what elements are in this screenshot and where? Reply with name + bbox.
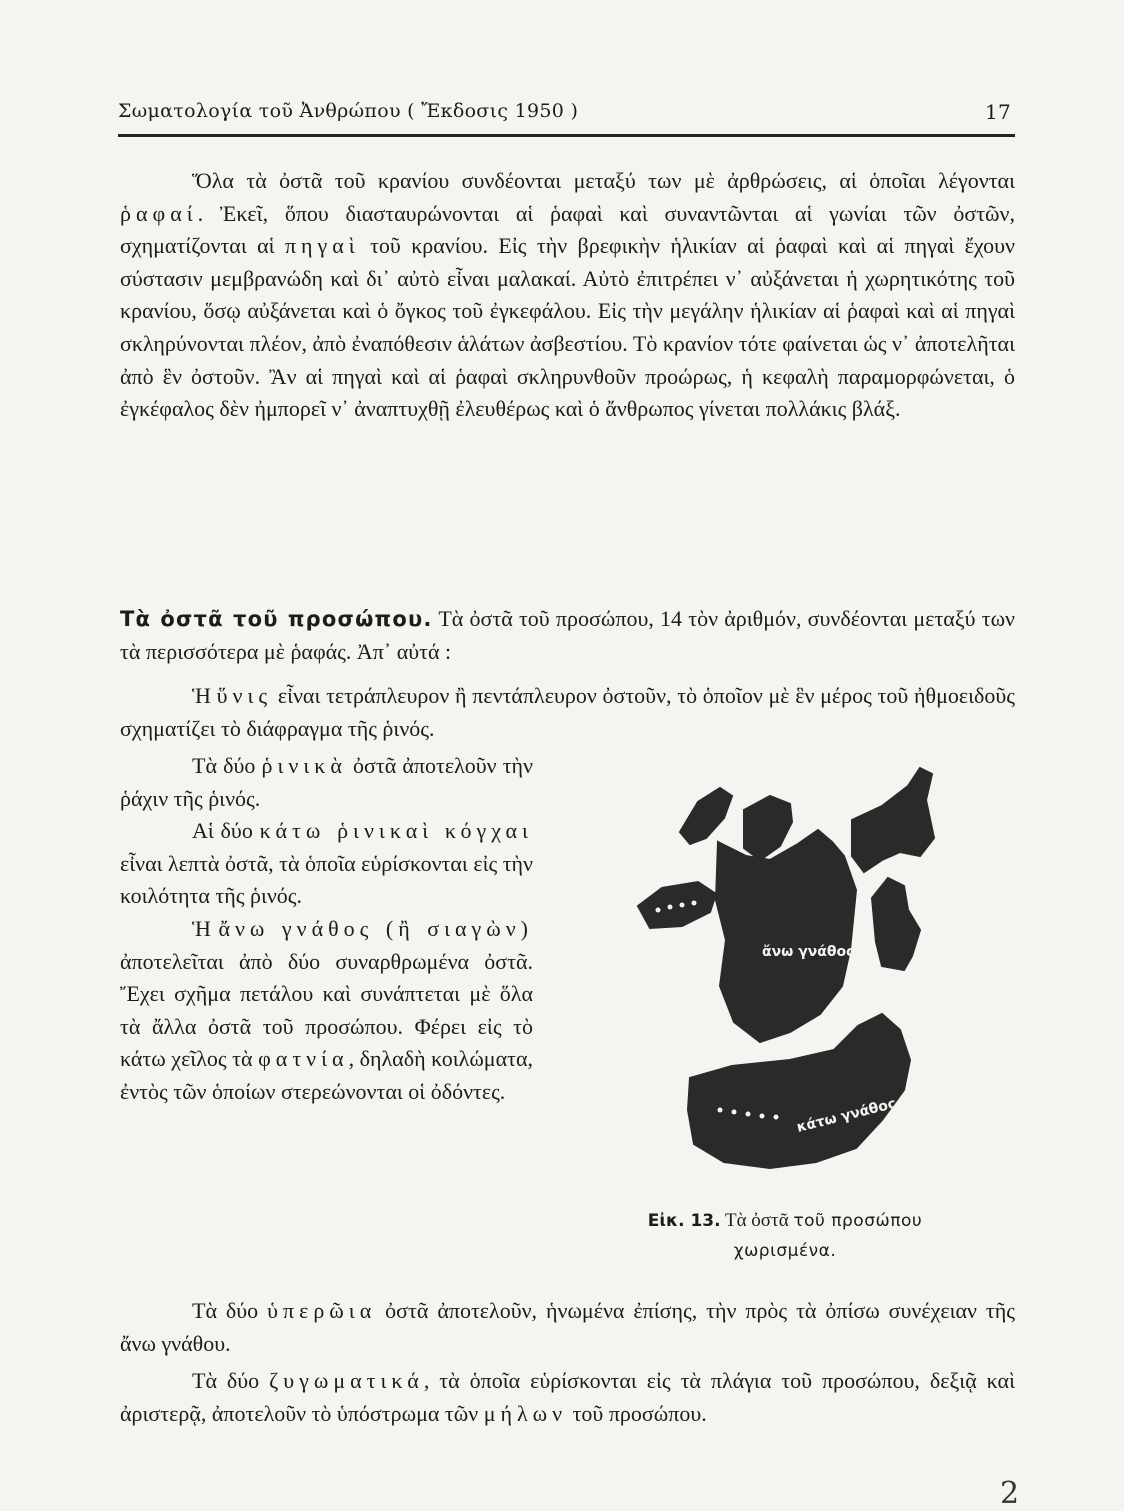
text-run: τοῦ κρανίου. Εἰς τὴν βρεφικὴν ἡλικίαν αἱ ῥαφαὶ καὶ αἱ πηγαὶ ἔχουν σύστασιν μεμβρανώδη καὶ δι᾿ αὐτὸ εἶναι μαλακαί. Αὐτὸ ἐπιτρέπει ν᾿ αὐξάνεται ἡ χωρητικότης τοῦ κρανίου, ὅσῳ αὐξάνεται καὶ ὁ ὄγκος τοῦ ἐγκεφάλου. Εἰς τὴν μεγάλην ἡλικίαν αἱ ῥαφαὶ καὶ αἱ πηγαὶ σκληρύνονται πλέον, ἀπὸ ἐναπόθεσιν ἁλάτων ἀσβεστίου. Τὸ κρανίον τότε φαίνεται ὡς ν᾿ ἀποτελῆται ἀπὸ ἓν ὀστοῦν. Ἂν αἱ πηγαὶ καὶ αἱ ῥαφαὶ σκληρυνθοῦν προώρως, ἡ κεφαλὴ παραμορφώνεται, ὁ ἐγκέφαλος δὲν ἠμπορεῖ ν᾿ ἀναπτυχθῇ ἐλευθέρως καὶ ὁ ἄνθρωπος γίνεται πολλάκις βλάξ. [120,233,1016,422]
figure-caption [560,1206,1010,1266]
text-run: ὀστᾶ ἀποτελοῦν, ἡνωμένα ἐπίσης, τὴν πρὸς τὰ ὀπίσω συνέχειαν τῆς ἄνω γνάθου. [120,1298,1015,1356]
text-run: εἶναι λεπτὰ ὀστᾶ, τὰ ὁποῖα εὑρίσκονται εἰς τὴν κοιλότητα τῆς ῥινός. [120,850,533,909]
paragraph-maxilla [120,913,533,1109]
text-run: Αἱ δύο [192,818,260,844]
text-run: , τὰ ὁποῖα εὑρίσκονται εἰς τὰ πλάγια τοῦ προσώπου, δεξιᾷ καὶ ἀριστερᾷ, ἀποτελοῦν τὸ ὑπόστρωμα τῶν [120,1368,1015,1426]
paragraph-conchae [120,815,533,913]
nasal-bone-shape [680,788,732,844]
spaced-term: ὑπερῶια [267,1298,377,1323]
spaced-term: φατνία [258,1046,349,1072]
spaced-term: ἄνω γνάθος (ἢ σιαγὼν) [218,915,534,941]
section-heading: Τὰ ὀστᾶ τοῦ προσώπου. [120,607,433,631]
paragraph-sutures [120,165,1015,426]
maxilla-label: ἄνω γνάθος [762,944,855,960]
spaced-term: ῥινικὰ [261,753,347,778]
face-bones-figure [620,760,980,1190]
concha-bone-shape [638,882,716,928]
text-run: Τὰ δύο [192,1298,268,1323]
zygomatic-bone-shape [852,768,934,872]
maxilla-bone-shape [716,830,856,1042]
mandible-bone-shape [688,1014,910,1168]
text-run: Τὰ ὀστᾶ τοῦ προσώπου, 14 τὸν ἀριθμόν, συνδέονται μεταξύ των τὰ περισσότερα μὲ ῥαφάς. Ἀπ᾿ αὐτά : [120,606,1015,664]
text-run: Τὰ δύο [192,753,262,778]
palatine-bone-shape [872,878,920,970]
text-run: . Ἐκεῖ, ὅπου διασταυρώνονται αἱ ῥαφαὶ καὶ συναντῶνται αἱ γωνίαι τῶν ὀστῶν, σχηματίζονται αἱ [120,200,1015,259]
caption-text: τοῦ προσώπου [793,1211,923,1231]
header-rule [118,134,1015,137]
text-run: , δηλαδὴ κοιλώματα, ἐντὸς τῶν ὁποίων στερεώνονται οἱ ὀδόντες. [120,1046,533,1104]
text-run: Ὅλα τὰ ὀστᾶ τοῦ κρανίου συνδέονται μεταξύ των μὲ ἀρθρώσεις, αἱ ὁποῖαι λέγονται [192,168,1015,193]
text-run: Ἡ [192,915,219,941]
spaced-term: ζυγωματικά [269,1368,424,1393]
paragraph-vomer [120,680,1015,745]
text-run: Ἡ [192,683,217,708]
text-run: Τὰ δύο [192,1368,270,1393]
paragraph-nasal [120,750,533,815]
paragraph-zygomatic [120,1365,1015,1430]
header-title: Σωματολογία τοῦ Ἀνθρώπου ( Ἔκδοσις 1950 ) [118,100,579,122]
paragraph-face-bones [120,603,1015,668]
paragraph-palatine [120,1295,1015,1360]
caption-number: Εἰκ. 13. [647,1211,721,1231]
text-run: ὀστᾶ ἀποτελοῦν τὴν ῥάχιν τῆς ῥινός. [120,753,533,811]
running-header [118,100,1015,134]
spaced-term: μήλων [483,1400,568,1426]
corner-mark: 2 [1000,1476,1020,1511]
spaced-term: ῥαφαί [120,200,198,226]
spaced-term: πηγαὶ [284,233,360,259]
text-run: τοῦ προσώπου. [567,1400,707,1426]
spaced-term: ὕνις [216,683,273,708]
mandible-label: κάτω γνάθος [795,1095,898,1136]
spaced-term: κάτω ῥινικαὶ κόγχαι [259,818,533,844]
caption-text: Τὰ ὀστᾶ [720,1210,794,1231]
caption-line-2: χωρισμένα. [733,1241,837,1261]
text-run: εἶναι τετράπλευρον ἢ πεντάπλευρον ὀστοῦν, τὸ ὁποῖον μὲ ἓν μέρος τοῦ ἠθμοειδοῦς σχηματίζει τὸ διάφραγμα τῆς ῥινός. [120,683,1015,741]
text-run: ἀποτελεῖται ἀπὸ δύο συναρθρωμένα ὀστᾶ. Ἔχει σχῆμα πετάλου καὶ συνάπτεται μὲ ὅλα τὰ ἄλλα ὀστᾶ τοῦ προσώπου. Φέρει εἰς τὸ κάτω χεῖλος τὰ [120,948,533,1072]
caption-line-1 [560,1206,1010,1236]
left-column [120,750,533,1109]
page-number: 17 [984,100,1011,124]
